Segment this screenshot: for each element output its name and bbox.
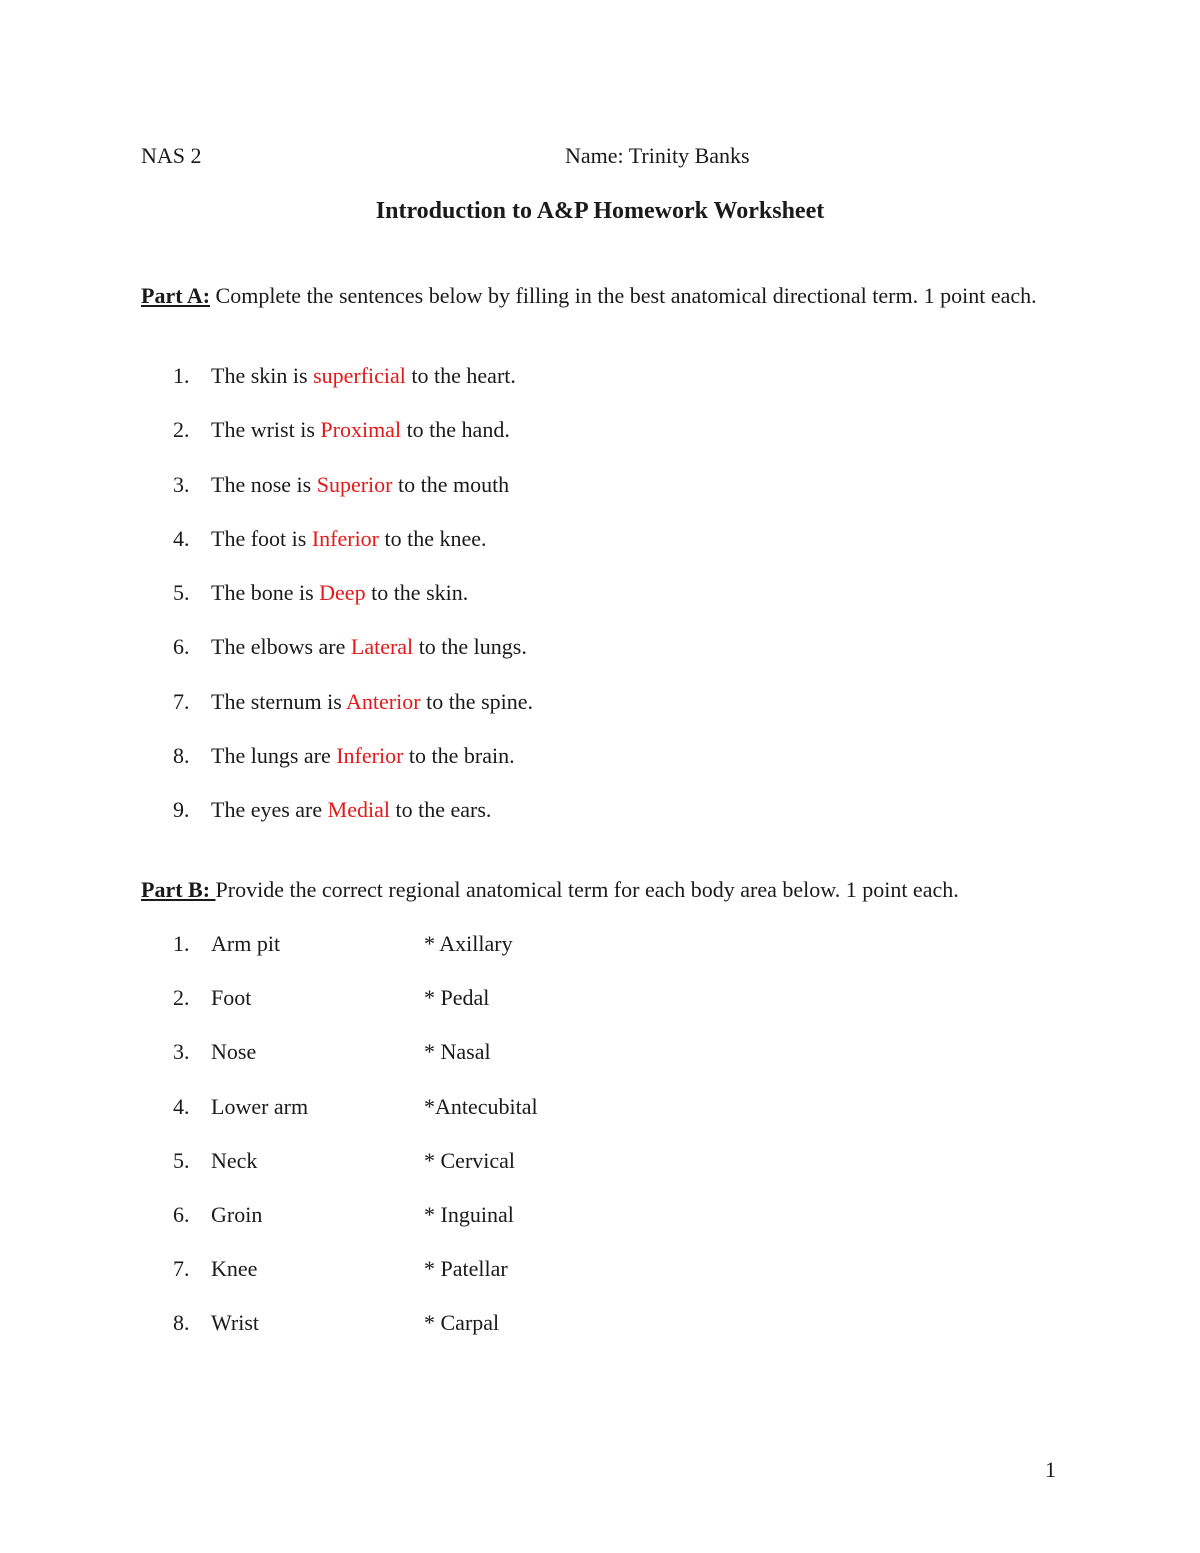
item-number: 7. [173,688,190,714]
directional-term-answer: Medial [327,797,390,822]
directional-term-answer: Deep [319,580,366,605]
directional-term-answer: Superior [316,471,393,497]
item-number: 4. [173,1093,190,1119]
sentence-end: to the lungs. [413,634,527,660]
item-number: 2. [173,985,190,1011]
sentence-end: to the mouth [392,471,510,497]
regional-term-answer: * Nasal [424,1039,491,1065]
regional-term-answer: * Axillary [424,931,513,956]
body-area: Foot [211,985,252,1011]
sentence-start: The foot is [211,525,312,551]
part-a-label: Part A: [141,283,211,308]
regional-term-answer: *Antecubital [424,1093,538,1119]
item-sentence [211,472,509,498]
part-b-instructions-text: Provide the correct regional anatomical term for each body area below. 1 point each. [215,877,959,902]
part-a-instructions-text: Complete the sentences below by filling in the best anatomical directional term. 1 point each. [210,283,1037,308]
item-number: 8. [173,742,190,768]
regional-term-answer: * Cervical [424,1147,516,1173]
sentence-end: to the ears. [389,797,492,822]
body-area: Knee [211,1256,258,1282]
item-number: 6. [173,634,190,660]
body-area: Neck [211,1147,258,1173]
item-number: 1. [173,363,190,388]
sentence-start: The wrist is [211,417,321,443]
item-number: 5. [173,1147,190,1173]
item-number: 9. [173,797,190,822]
sentence-end: to the brain. [403,742,515,768]
item-number: 3. [173,471,190,497]
item-number: 4. [173,525,190,551]
item-sentence [211,634,527,660]
part-b-label: Part B: [141,877,216,902]
item-number: 3. [173,1039,190,1065]
directional-term-answer: Lateral [350,634,414,660]
item-sentence [211,526,487,552]
regional-term-answer: * Carpal [424,1310,500,1336]
regional-term-answer: * Inguinal [424,1202,514,1227]
part-b-instructions [141,876,1061,903]
sentence-end: to the hand. [401,417,510,443]
item-number: 8. [173,1310,190,1336]
sentence-start: The sternum is [211,688,347,714]
item-number: 6. [173,1202,190,1227]
directional-term-answer: Proximal [320,417,402,443]
sentence-start: The bone is [211,580,320,605]
body-area: Lower arm [211,1093,309,1119]
sentence-start: The nose is [211,471,317,497]
item-sentence [211,797,491,823]
page-number: 1 [1045,1457,1056,1482]
header-row [141,143,1061,173]
sentence-start: The lungs are [211,742,337,768]
course-code: NAS 2 [141,143,202,168]
body-area: Arm pit [211,931,281,956]
item-number: 5. [173,580,190,605]
item-sentence [211,580,468,606]
item-sentence [211,363,516,389]
directional-term-answer: Inferior [311,525,380,551]
sentence-end: to the knee. [379,525,487,551]
body-area: Nose [211,1039,257,1065]
item-number: 1. [173,931,190,956]
item-number: 2. [173,417,190,443]
sentence-start: The skin is [211,363,314,388]
sentence-start: The elbows are [211,634,351,660]
item-sentence [211,417,510,443]
body-area: Groin [211,1202,263,1227]
sentence-end: to the skin. [365,580,469,605]
part-a-instructions [141,282,1061,309]
item-sentence [211,743,515,769]
page-title: Introduction to A&P Homework Worksheet [375,198,825,224]
student-name: Name: Trinity Banks [565,143,750,168]
directional-term-answer: Anterior [346,688,421,714]
sentence-start: The eyes are [211,797,328,822]
directional-term-answer: superficial [313,363,406,388]
body-area: Wrist [211,1310,259,1336]
item-number: 7. [173,1256,190,1282]
sentence-end: to the heart. [405,363,516,388]
directional-term-answer: Inferior [336,742,404,768]
sentence-end: to the spine. [420,688,534,714]
item-sentence [211,689,533,715]
regional-term-answer: * Pedal [424,985,490,1011]
regional-term-answer: * Patellar [424,1256,508,1282]
